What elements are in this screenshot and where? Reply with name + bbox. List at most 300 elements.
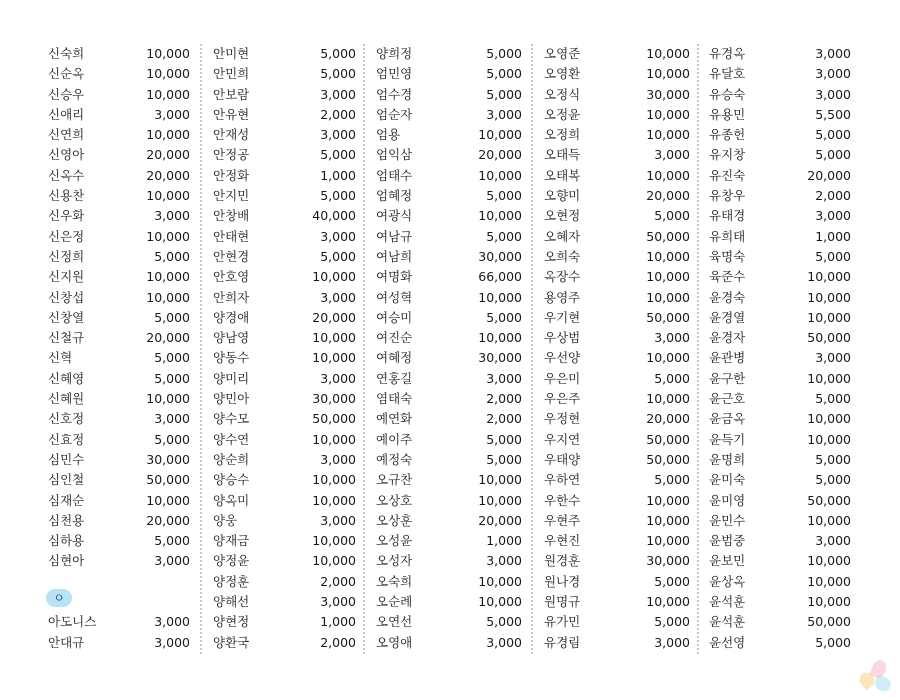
donation-amount: 50,000 — [312, 411, 356, 427]
donation-amount: 10,000 — [646, 167, 690, 183]
donor-name: 오태복 — [544, 167, 581, 183]
donor-name: 유태경 — [709, 208, 746, 224]
donor-name: 오연선 — [376, 614, 413, 630]
donor-name: 오순례 — [376, 594, 413, 610]
donation-amount: 3,000 — [815, 66, 851, 82]
donor-row — [213, 308, 356, 328]
donor-name: 안정공 — [213, 147, 250, 163]
donation-amount: 2,000 — [815, 188, 851, 204]
donor-row — [544, 206, 690, 226]
donor-row — [709, 389, 851, 409]
donor-name: 안태현 — [213, 228, 250, 244]
donor-name: 유승숙 — [709, 86, 746, 102]
donor-row — [213, 430, 356, 450]
donor-row — [213, 612, 356, 632]
donation-amount: 10,000 — [146, 391, 190, 407]
donation-amount: 10,000 — [478, 208, 522, 224]
donor-row — [544, 105, 690, 125]
donation-amount: 10,000 — [146, 269, 190, 285]
donor-row — [48, 389, 190, 409]
donor-row — [544, 267, 690, 287]
donor-row — [709, 227, 851, 247]
donation-amount: 3,000 — [815, 533, 851, 549]
donor-name: 윤관병 — [709, 350, 746, 366]
donor-row — [213, 186, 356, 206]
donor-name: 유달호 — [709, 66, 746, 82]
donor-row — [48, 267, 190, 287]
donor-row — [376, 409, 522, 429]
donor-name: 우태양 — [544, 451, 581, 467]
donor-row — [48, 551, 190, 571]
donor-name: 오영애 — [376, 634, 413, 650]
donation-amount: 3,000 — [654, 147, 690, 163]
donor-row — [376, 592, 522, 612]
donation-amount: 10,000 — [312, 269, 356, 285]
donor-name: 신정희 — [48, 248, 85, 264]
donation-amount: 10,000 — [646, 248, 690, 264]
donation-amount: 10,000 — [478, 167, 522, 183]
donor-row — [213, 125, 356, 145]
donation-amount: 1,000 — [320, 167, 356, 183]
donor-row — [213, 572, 356, 592]
donation-amount: 3,000 — [320, 289, 356, 305]
donor-row — [709, 44, 851, 64]
donor-name: 윤명희 — [709, 451, 746, 467]
donation-amount: 3,000 — [320, 127, 356, 143]
donor-row — [213, 389, 356, 409]
donation-amount: 5,000 — [815, 147, 851, 163]
donation-amount: 50,000 — [646, 451, 690, 467]
donation-amount: 5,000 — [815, 391, 851, 407]
column-separator — [697, 44, 699, 654]
donor-row — [709, 592, 851, 612]
donor-row — [544, 531, 690, 551]
donor-name: 윤선영 — [709, 634, 746, 650]
donation-amount: 5,000 — [154, 431, 190, 447]
donor-row — [48, 206, 190, 226]
donor-name: 유경림 — [544, 634, 581, 650]
donor-row — [213, 551, 356, 571]
donor-name: 연홍길 — [376, 370, 413, 386]
donor-name: 윤범중 — [709, 533, 746, 549]
donor-row — [213, 85, 356, 105]
donation-amount: 10,000 — [807, 309, 851, 325]
donor-name: 오상호 — [376, 492, 413, 508]
donor-name: 양현정 — [213, 614, 250, 630]
donor-name: 여남규 — [376, 228, 413, 244]
donation-amount: 5,000 — [486, 228, 522, 244]
donor-row — [544, 348, 690, 368]
donor-name: 엄태수 — [376, 167, 413, 183]
donation-amount: 10,000 — [146, 66, 190, 82]
donation-amount: 3,000 — [320, 228, 356, 244]
donor-name: 양희정 — [376, 46, 413, 61]
donor-name: 원명규 — [544, 594, 581, 610]
donor-row — [709, 348, 851, 368]
donor-row — [376, 206, 522, 226]
donor-row — [709, 491, 851, 511]
donor-row — [48, 308, 190, 328]
donor-name: 유가민 — [544, 614, 581, 630]
donor-row — [376, 511, 522, 531]
donation-amount: 10,000 — [312, 533, 356, 549]
donation-amount: 30,000 — [478, 248, 522, 264]
donor-name: 엄민영 — [376, 66, 413, 82]
donor-name: 양순희 — [213, 451, 250, 467]
donor-row — [544, 389, 690, 409]
donor-row — [48, 288, 190, 308]
donation-amount: 10,000 — [478, 127, 522, 143]
column-separator — [363, 44, 365, 654]
donor-row — [48, 145, 190, 165]
donation-amount: 5,000 — [486, 451, 522, 467]
donor-row — [213, 511, 356, 531]
donation-amount: 3,000 — [320, 594, 356, 610]
donor-row — [544, 247, 690, 267]
donor-name: 오정희 — [544, 127, 581, 143]
donor-row — [48, 186, 190, 206]
donation-amount: 20,000 — [478, 147, 522, 163]
donation-amount: 5,000 — [320, 188, 356, 204]
donor-row — [544, 551, 690, 571]
donor-name: 신연희 — [48, 127, 85, 143]
donor-row — [544, 328, 690, 348]
donor-row — [48, 247, 190, 267]
donor-column-3 — [376, 44, 522, 653]
donor-name: 유지창 — [709, 147, 746, 163]
donor-row — [48, 572, 190, 592]
donor-name: 오상훈 — [376, 512, 413, 528]
donor-row — [544, 612, 690, 632]
donation-amount: 5,000 — [815, 472, 851, 488]
donor-name: 오규찬 — [376, 472, 413, 488]
donor-row — [376, 125, 522, 145]
donation-amount: 3,000 — [154, 208, 190, 224]
donor-column-1 — [48, 44, 190, 653]
donor-name: 오성자 — [376, 553, 413, 569]
petals-icon — [858, 660, 894, 694]
donor-name: 신호정 — [48, 411, 85, 427]
donor-name: 신영아 — [48, 147, 85, 163]
donor-name: 신철규 — [48, 330, 85, 346]
donor-name: 윤석훈 — [709, 594, 746, 610]
donation-amount: 5,000 — [486, 614, 522, 630]
donor-row — [709, 64, 851, 84]
donor-row — [376, 470, 522, 490]
donor-row — [376, 44, 522, 64]
donation-amount: 10,000 — [807, 411, 851, 427]
donation-amount: 20,000 — [312, 309, 356, 325]
donation-amount: 3,000 — [320, 86, 356, 102]
donor-name: 우은주 — [544, 391, 581, 407]
donor-name: 윤금옥 — [709, 411, 746, 427]
donation-amount: 3,000 — [486, 370, 522, 386]
donor-name: 우기현 — [544, 309, 581, 325]
donation-amount: 10,000 — [646, 289, 690, 305]
donor-row — [213, 531, 356, 551]
donor-row — [213, 267, 356, 287]
donor-name: 안정화 — [213, 167, 250, 183]
donation-amount: 3,000 — [320, 512, 356, 528]
donor-name: 심현아 — [48, 553, 85, 569]
donor-name: 옥장수 — [544, 269, 581, 285]
donor-row — [709, 633, 851, 653]
donor-row — [48, 227, 190, 247]
donor-row — [48, 369, 190, 389]
donor-name: 용영주 — [544, 289, 581, 305]
donation-amount: 10,000 — [478, 573, 522, 589]
donation-amount: 50,000 — [146, 472, 190, 488]
donation-amount: 3,000 — [154, 106, 190, 122]
donor-row — [213, 206, 356, 226]
donor-row — [544, 44, 690, 64]
donor-row — [709, 105, 851, 125]
donor-name: 우정현 — [544, 411, 581, 427]
donor-name: 윤보민 — [709, 553, 746, 569]
donor-row — [544, 409, 690, 429]
donor-name: 유진숙 — [709, 167, 746, 183]
section-marker-badge: ㅇ — [46, 589, 72, 607]
donor-name: 윤경열 — [709, 309, 746, 325]
donor-row — [213, 592, 356, 612]
donor-name: 오향미 — [544, 188, 581, 204]
donor-name: 엄순자 — [376, 106, 413, 122]
donor-row — [709, 430, 851, 450]
donor-name: 안민희 — [213, 66, 250, 82]
donor-row — [544, 288, 690, 308]
donor-name: 양정윤 — [213, 553, 250, 569]
donor-name: 신승우 — [48, 86, 85, 102]
donation-amount: 10,000 — [146, 228, 190, 244]
donation-amount: 20,000 — [646, 188, 690, 204]
donor-row — [376, 145, 522, 165]
donation-amount: 20,000 — [146, 167, 190, 183]
donor-row — [48, 531, 190, 551]
donation-amount: 10,000 — [646, 492, 690, 508]
donor-name: 윤미숙 — [709, 472, 746, 488]
donor-name: 안지민 — [213, 188, 250, 204]
donor-name: 오현정 — [544, 208, 581, 224]
donation-amount: 10,000 — [146, 46, 190, 61]
donation-amount: 10,000 — [646, 106, 690, 122]
donation-amount: 10,000 — [646, 127, 690, 143]
donor-name: 안보람 — [213, 86, 250, 102]
donation-amount: 10,000 — [146, 188, 190, 204]
donation-amount: 5,000 — [320, 66, 356, 82]
donation-amount: 10,000 — [807, 289, 851, 305]
donor-name: 여진순 — [376, 330, 413, 346]
donation-amount: 3,000 — [815, 350, 851, 366]
donor-row — [709, 470, 851, 490]
donation-amount: 3,000 — [654, 634, 690, 650]
donor-name: 오태득 — [544, 147, 581, 163]
donation-amount: 10,000 — [646, 46, 690, 61]
donor-row — [213, 348, 356, 368]
donor-row — [213, 633, 356, 653]
donor-row — [213, 166, 356, 186]
donor-row — [213, 227, 356, 247]
donation-amount: 10,000 — [478, 492, 522, 508]
donor-name: 양정훈 — [213, 573, 250, 589]
donor-row — [376, 612, 522, 632]
donor-row — [48, 633, 190, 653]
donor-name: 윤상옥 — [709, 573, 746, 589]
donation-amount: 5,500 — [815, 106, 851, 122]
donor-row — [544, 186, 690, 206]
donor-column-4 — [544, 44, 690, 653]
donation-amount: 3,000 — [154, 553, 190, 569]
donation-amount: 5,000 — [486, 431, 522, 447]
donation-amount: 10,000 — [646, 350, 690, 366]
donor-name: 유경옥 — [709, 46, 746, 61]
donation-amount: 10,000 — [146, 86, 190, 102]
donor-row — [544, 166, 690, 186]
donor-name: 우한수 — [544, 492, 581, 508]
donor-row — [544, 470, 690, 490]
donor-name: 심인철 — [48, 472, 85, 488]
donor-name: 여혜정 — [376, 350, 413, 366]
donor-row — [376, 430, 522, 450]
donation-amount: 10,000 — [807, 594, 851, 610]
donor-row — [48, 409, 190, 429]
donor-name: 오희숙 — [544, 248, 581, 264]
donor-name: 우현주 — [544, 512, 581, 528]
donation-amount: 5,000 — [815, 451, 851, 467]
donor-row — [48, 166, 190, 186]
donor-name: 원나경 — [544, 573, 581, 589]
donation-amount: 3,000 — [320, 370, 356, 386]
donation-amount: 10,000 — [312, 492, 356, 508]
donation-amount: 5,000 — [486, 309, 522, 325]
donor-name: 양민아 — [213, 391, 250, 407]
donor-row — [48, 511, 190, 531]
donor-name: 여승미 — [376, 309, 413, 325]
donor-name: 아도니스 — [48, 614, 97, 630]
donation-amount: 2,000 — [486, 391, 522, 407]
column-separator — [200, 44, 202, 654]
donor-row — [213, 44, 356, 64]
donor-row — [544, 145, 690, 165]
donor-row — [213, 105, 356, 125]
donor-name: 윤득기 — [709, 431, 746, 447]
donation-amount: 3,000 — [486, 553, 522, 569]
donation-amount: 5,000 — [154, 533, 190, 549]
donation-amount: 3,000 — [154, 634, 190, 650]
donation-amount: 3,000 — [815, 46, 851, 61]
donation-amount: 2,000 — [320, 573, 356, 589]
donor-row — [376, 308, 522, 328]
donation-amount: 5,000 — [320, 248, 356, 264]
donor-name: 여명화 — [376, 269, 413, 285]
donation-amount: 10,000 — [312, 472, 356, 488]
donation-amount: 5,000 — [154, 309, 190, 325]
donor-name: 윤석훈 — [709, 614, 746, 630]
donation-amount: 3,000 — [815, 208, 851, 224]
donor-row — [544, 491, 690, 511]
donation-amount: 5,000 — [654, 614, 690, 630]
donor-name: 안재성 — [213, 127, 250, 143]
donor-row — [544, 125, 690, 145]
donor-row — [709, 247, 851, 267]
donation-amount: 30,000 — [146, 451, 190, 467]
donor-name: 육준수 — [709, 269, 746, 285]
donor-row — [376, 186, 522, 206]
donor-row — [709, 551, 851, 571]
donation-amount: 30,000 — [646, 553, 690, 569]
donation-amount: 10,000 — [807, 573, 851, 589]
donor-name: 우지연 — [544, 431, 581, 447]
donor-row — [376, 85, 522, 105]
donor-name: 심재순 — [48, 492, 85, 508]
donor-name: 양경애 — [213, 309, 250, 325]
donor-name: 오정식 — [544, 86, 581, 102]
donor-row — [709, 267, 851, 287]
donation-amount: 10,000 — [807, 431, 851, 447]
donor-row — [376, 491, 522, 511]
donor-row — [376, 247, 522, 267]
donor-name: 신혜원 — [48, 391, 85, 407]
donation-amount: 10,000 — [646, 512, 690, 528]
donor-row — [544, 64, 690, 84]
donation-amount: 20,000 — [646, 411, 690, 427]
donor-row — [213, 288, 356, 308]
donor-name: 예정숙 — [376, 451, 413, 467]
donor-row — [48, 125, 190, 145]
donor-name: 오숙희 — [376, 573, 413, 589]
donor-name: 신혜영 — [48, 370, 85, 386]
donor-row — [709, 166, 851, 186]
donation-amount: 10,000 — [478, 289, 522, 305]
donor-row — [709, 511, 851, 531]
donor-name: 유희태 — [709, 228, 746, 244]
donation-amount: 5,000 — [486, 188, 522, 204]
donor-name: 육명숙 — [709, 248, 746, 264]
donor-row — [709, 145, 851, 165]
donor-row — [709, 409, 851, 429]
donation-amount: 2,000 — [320, 106, 356, 122]
donation-amount: 50,000 — [807, 330, 851, 346]
donor-name: 심천용 — [48, 512, 85, 528]
donor-row — [213, 64, 356, 84]
donor-name: 우은미 — [544, 370, 581, 386]
donor-row — [709, 186, 851, 206]
donation-amount: 3,000 — [486, 106, 522, 122]
donation-amount: 20,000 — [478, 512, 522, 528]
donation-amount: 50,000 — [646, 309, 690, 325]
donor-row — [376, 227, 522, 247]
donor-name: 양동수 — [213, 350, 250, 366]
donor-row — [709, 125, 851, 145]
donation-amount: 20,000 — [807, 167, 851, 183]
donor-row — [376, 328, 522, 348]
donor-name: 윤근호 — [709, 391, 746, 407]
donation-amount: 20,000 — [146, 147, 190, 163]
donor-column-5 — [709, 44, 851, 653]
donor-row — [544, 430, 690, 450]
donation-amount: 10,000 — [646, 269, 690, 285]
donor-row — [376, 105, 522, 125]
donor-row — [213, 247, 356, 267]
donation-amount: 30,000 — [478, 350, 522, 366]
donation-amount: 10,000 — [807, 512, 851, 528]
donation-amount: 5,000 — [154, 350, 190, 366]
donor-name: 오정윤 — [544, 106, 581, 122]
donation-amount: 10,000 — [312, 330, 356, 346]
donor-row — [213, 328, 356, 348]
donor-name: 윤구한 — [709, 370, 746, 386]
donor-row — [544, 572, 690, 592]
donor-name: 윤민수 — [709, 512, 746, 528]
